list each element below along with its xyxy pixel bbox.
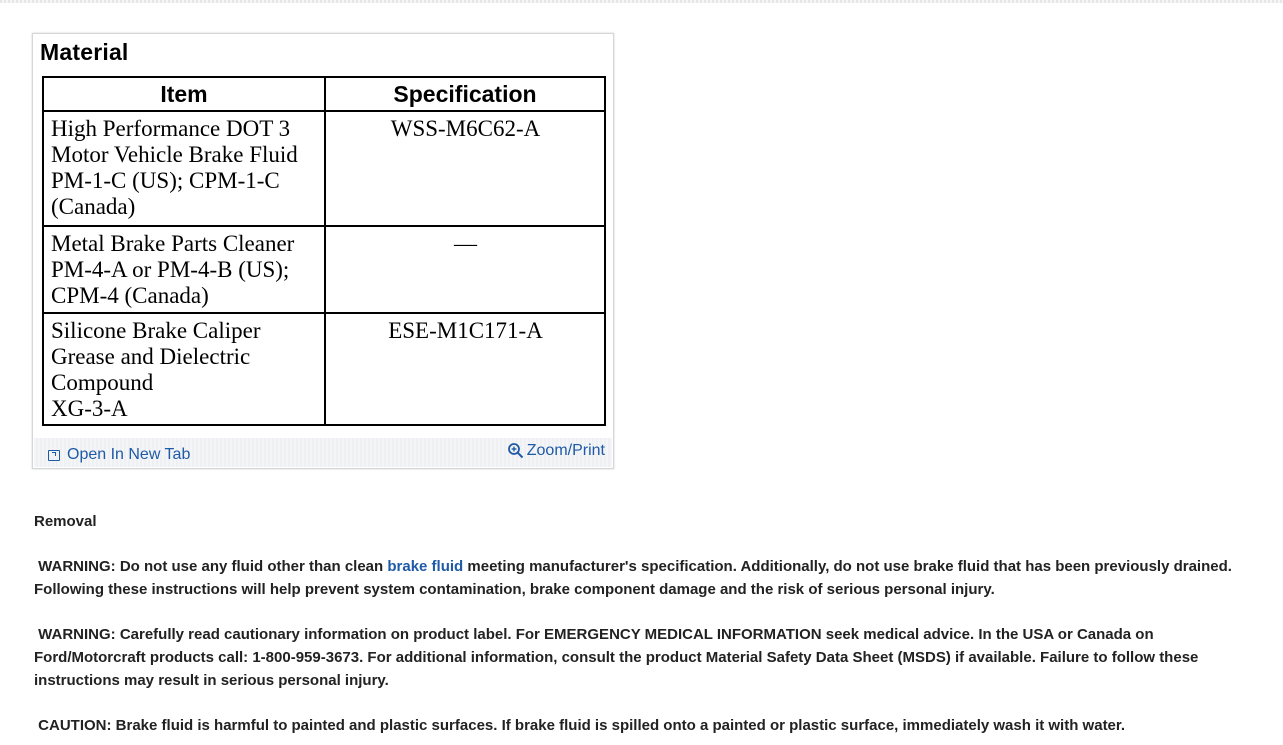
warning2-text: WARNING: Carefully read cautionary information on product label. For EMERGENCY MEDICAL INFORMATION seek medical advice. In the USA or Canada on Ford/Motorcraft products call: 1-800-959-3673. For additional information, consult the product Material Safety Data Sheet (MSDS) if available. Failure to follow these instructions may result in serious personal injury. bbox=[34, 626, 1199, 689]
caution-text: CAUTION: Brake fluid is harmful to painted and plastic surfaces. If brake fluid is spilled onto a painted or plastic surface, immediately wash it with water. bbox=[38, 717, 1126, 734]
material-table bbox=[42, 76, 606, 426]
table-row bbox=[43, 313, 605, 425]
open-new-tab-icon bbox=[48, 450, 60, 461]
column-header-specification: Specification bbox=[325, 77, 605, 111]
open-in-new-tab-link[interactable] bbox=[48, 446, 190, 464]
material-table-image bbox=[34, 35, 612, 437]
item-cell: Silicone Brake Caliper Grease and Dielectric Compound XG-3-A bbox=[43, 313, 325, 425]
figure-title: Material bbox=[40, 39, 129, 65]
zoom-print-link[interactable] bbox=[507, 442, 605, 460]
open-in-new-tab-label: Open In New Tab bbox=[67, 446, 191, 463]
column-header-item: Item bbox=[43, 77, 325, 111]
item-cell: High Performance DOT 3 Motor Vehicle Brake Fluid PM-1-C (US); CPM-1-C (Canada) bbox=[43, 111, 325, 226]
removal-heading: Removal bbox=[34, 513, 97, 530]
table-row bbox=[43, 111, 605, 226]
figure-footer bbox=[34, 438, 612, 467]
table-row bbox=[43, 226, 605, 313]
warning-brake-fluid bbox=[34, 555, 1264, 601]
brake-fluid-link[interactable]: brake fluid bbox=[387, 558, 464, 575]
spec-cell: WSS-M6C62-A bbox=[325, 111, 605, 226]
zoom-print-label: Zoom/Print bbox=[526, 442, 605, 459]
table-header-row bbox=[43, 77, 605, 111]
zoom-icon bbox=[507, 442, 525, 460]
warning1-text-before: WARNING: Do not use any fluid other than clean bbox=[38, 558, 388, 575]
top-divider bbox=[0, 0, 1283, 3]
spec-cell: — bbox=[325, 226, 605, 313]
warning1-text-after: meeting manufacturer's specification. Additionally, do not use brake fluid that has been previously drained. Following these instructions will help prevent system contamination, brake component damage and the risk of serious personal injury. bbox=[34, 558, 1232, 598]
warning-product-label bbox=[34, 623, 1264, 692]
material-figure bbox=[32, 33, 614, 469]
item-cell: Metal Brake Parts Cleaner PM-4-A or PM-4-B (US); CPM-4 (Canada) bbox=[43, 226, 325, 313]
caution-painted-surfaces bbox=[34, 714, 1264, 737]
spec-cell: ESE-M1C171-A bbox=[325, 313, 605, 425]
